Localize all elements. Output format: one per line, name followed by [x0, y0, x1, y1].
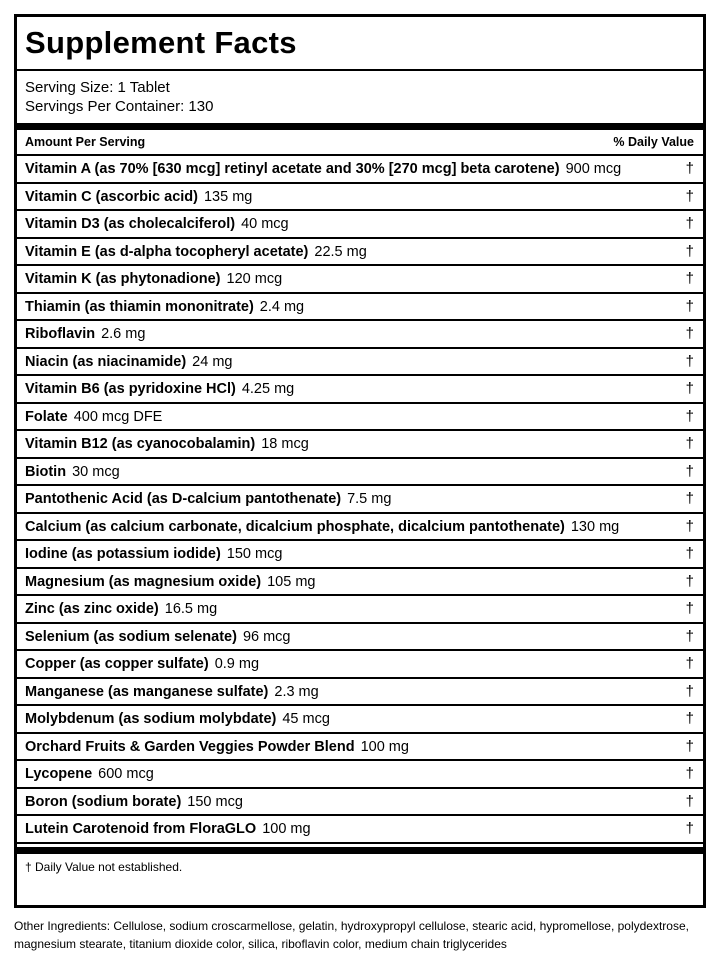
nutrient-text [25, 243, 367, 261]
daily-value-dagger: † [685, 297, 694, 315]
daily-value-dagger: † [685, 517, 694, 535]
nutrient-amount: 130 mg [570, 518, 620, 535]
nutrient-name: Orchard Fruits & Garden Veggies Powder Blend [25, 738, 355, 755]
daily-value-dagger: † [685, 710, 694, 727]
nutrient-amount: 16.5 mg [164, 601, 218, 617]
nutrient-row [17, 459, 703, 484]
nutrient-text [25, 545, 282, 563]
nutrient-name: Zinc (as zinc oxide) [25, 601, 159, 617]
nutrient-text [25, 793, 243, 811]
daily-value-dagger: † [685, 820, 694, 837]
nutrient-row [17, 651, 703, 676]
nutrient-name: Lutein Carotenoid from FloraGLO [25, 821, 257, 837]
nutrient-amount: 135 mg [203, 188, 253, 205]
nutrient-name: Vitamin A (as 70% [630 mcg] retinyl acetate and 30% [270 mcg] beta carotene) [25, 161, 560, 177]
nutrient-amount: 7.5 mg [347, 491, 392, 507]
nutrient-amount: 100 mg [360, 738, 409, 755]
nutrient-amount: 100 mg [262, 821, 311, 837]
nutrient-row [17, 706, 703, 731]
nutrient-text [25, 738, 409, 756]
nutrient-row [17, 431, 703, 456]
nutrient-amount: 2.6 mg [101, 326, 146, 342]
nutrient-amount: 30 mcg [72, 463, 120, 480]
daily-value-dagger: † [685, 215, 694, 232]
nutrient-row [17, 679, 703, 704]
nutrient-row [17, 569, 703, 594]
nutrient-name: Lycopene [25, 766, 93, 782]
thick-divider-bottom [17, 847, 703, 854]
row-divider [17, 842, 703, 844]
nutrient-amount: 400 mcg DFE [73, 408, 163, 425]
nutrient-text [25, 628, 291, 646]
daily-value-dagger: † [685, 572, 694, 590]
nutrient-text [25, 518, 619, 536]
nutrient-row [17, 514, 703, 539]
daily-value-dagger: † [685, 462, 694, 480]
daily-value-dagger: † [685, 407, 694, 425]
nutrient-name: Vitamin E (as d-alpha tocopheryl acetate) [25, 243, 309, 260]
nutrient-name: Biotin [25, 463, 67, 480]
nutrient-row [17, 486, 703, 511]
nutrient-text [25, 298, 304, 316]
nutrient-text [25, 490, 391, 508]
thick-divider-top [17, 123, 703, 130]
nutrient-name: Vitamin K (as phytonadione) [25, 271, 221, 287]
nutrient-row [17, 156, 703, 181]
nutrient-row [17, 239, 703, 264]
daily-value-header: % Daily Value [613, 135, 694, 149]
nutrient-row [17, 761, 703, 786]
nutrient-text [25, 463, 120, 481]
nutrient-amount: 40 mcg [241, 216, 289, 232]
nutrient-text [25, 408, 162, 426]
nutrient-name: Vitamin D3 (as cholecalciferol) [25, 216, 236, 232]
nutrient-name: Molybdenum (as sodium molybdate) [25, 711, 277, 727]
daily-value-dagger: † [685, 737, 694, 755]
nutrient-name: Copper (as copper sulfate) [25, 656, 209, 672]
title-divider [17, 69, 703, 71]
nutrient-amount: 2.3 mg [274, 683, 319, 700]
nutrient-name: Thiamin (as thiamin mononitrate) [25, 298, 254, 315]
nutrient-amount: 150 mcg [187, 793, 243, 810]
nutrient-text [25, 820, 311, 838]
nutrient-row [17, 321, 703, 346]
nutrient-row [17, 349, 703, 374]
nutrient-row [17, 404, 703, 429]
daily-value-dagger: † [685, 792, 694, 810]
servings-per-container: Servings Per Container: 130 [25, 98, 214, 115]
daily-value-dagger: † [685, 160, 694, 177]
nutrient-name: Selenium (as sodium selenate) [25, 628, 237, 645]
nutrient-name: Boron (sodium borate) [25, 793, 182, 810]
daily-value-dagger: † [685, 352, 694, 370]
nutrient-row [17, 294, 703, 319]
nutrient-text [25, 573, 315, 591]
nutrient-text [25, 215, 289, 233]
nutrient-row [17, 184, 703, 209]
nutrient-row [17, 596, 703, 621]
nutrient-text [25, 765, 154, 783]
daily-value-dagger: † [685, 242, 694, 260]
nutrient-text [25, 435, 309, 453]
serving-size: Serving Size: 1 Tablet [25, 79, 170, 96]
nutrient-amount: 900 mcg [565, 161, 622, 177]
daily-value-dagger: † [685, 270, 694, 287]
nutrient-row [17, 789, 703, 814]
nutrient-text [25, 655, 259, 673]
nutrient-amount: 24 mg [192, 353, 233, 370]
nutrient-row [17, 376, 703, 401]
daily-value-dagger: † [685, 435, 694, 452]
nutrient-row [17, 541, 703, 566]
daily-value-dagger: † [685, 490, 694, 507]
nutrient-amount: 2.4 mg [259, 298, 305, 315]
daily-value-dagger: † [685, 600, 694, 617]
nutrient-row [17, 624, 703, 649]
other-ingredients: Other Ingredients: Cellulose, sodium croscarmellose, gelatin, hydroxypropyl cellulose, stearic acid, hypromellose, polydextrose, magnesium stearate, titanium dioxide color, silica, riboflavin color, medium chain triglycerides [14, 919, 689, 951]
nutrient-row [17, 816, 703, 841]
nutrient-text [25, 380, 294, 398]
nutrient-amount: 45 mcg [282, 711, 330, 727]
nutrient-name: Pantothenic Acid (as D-calcium pantothenate) [25, 491, 342, 507]
nutrient-amount: 150 mcg [226, 546, 283, 562]
nutrient-name: Niacin (as niacinamide) [25, 353, 187, 370]
nutrient-name: Calcium (as calcium carbonate, dicalcium phosphate, dicalcium pantothenate) [25, 518, 565, 535]
supplement-facts-panel [14, 14, 706, 908]
nutrient-text [25, 270, 282, 288]
nutrient-amount: 4.25 mg [241, 381, 295, 397]
footnote: † Daily Value not established. [25, 860, 183, 874]
nutrient-text [25, 188, 252, 206]
panel-title: Supplement Facts [25, 25, 297, 60]
daily-value-dagger: † [685, 655, 694, 672]
daily-value-dagger: † [685, 187, 694, 205]
daily-value-dagger: † [685, 682, 694, 700]
nutrient-name: Folate [25, 408, 68, 425]
daily-value-dagger: † [685, 325, 694, 342]
nutrient-name: Magnesium (as magnesium oxide) [25, 573, 262, 590]
nutrient-row [17, 734, 703, 759]
nutrient-row [17, 266, 703, 291]
nutrient-text [25, 710, 330, 728]
column-header-row [17, 130, 703, 155]
nutrient-text [25, 353, 232, 371]
nutrient-text [25, 683, 319, 701]
daily-value-dagger: † [685, 627, 694, 645]
nutrient-name: Iodine (as potassium iodide) [25, 546, 221, 562]
nutrient-amount: 600 mcg [98, 766, 154, 782]
amount-per-serving-header: Amount Per Serving [25, 135, 146, 149]
nutrient-text [25, 600, 217, 618]
nutrient-amount: 18 mcg [261, 436, 309, 452]
nutrient-row [17, 211, 703, 236]
nutrient-name: Riboflavin [25, 326, 96, 342]
nutrient-amount: 120 mcg [226, 271, 283, 287]
nutrient-name: Vitamin C (ascorbic acid) [25, 188, 198, 205]
nutrient-text [25, 325, 145, 343]
nutrient-amount: 22.5 mg [314, 243, 367, 260]
nutrient-name: Vitamin B12 (as cyanocobalamin) [25, 436, 256, 452]
nutrient-name: Manganese (as manganese sulfate) [25, 683, 269, 700]
nutrient-amount: 105 mg [267, 573, 316, 590]
daily-value-dagger: † [685, 545, 694, 562]
daily-value-dagger: † [685, 380, 694, 397]
nutrient-amount: 0.9 mg [214, 656, 260, 672]
nutrient-text [25, 160, 621, 178]
nutrient-amount: 96 mcg [242, 628, 291, 645]
daily-value-dagger: † [685, 765, 694, 782]
nutrient-name: Vitamin B6 (as pyridoxine HCl) [25, 381, 236, 397]
